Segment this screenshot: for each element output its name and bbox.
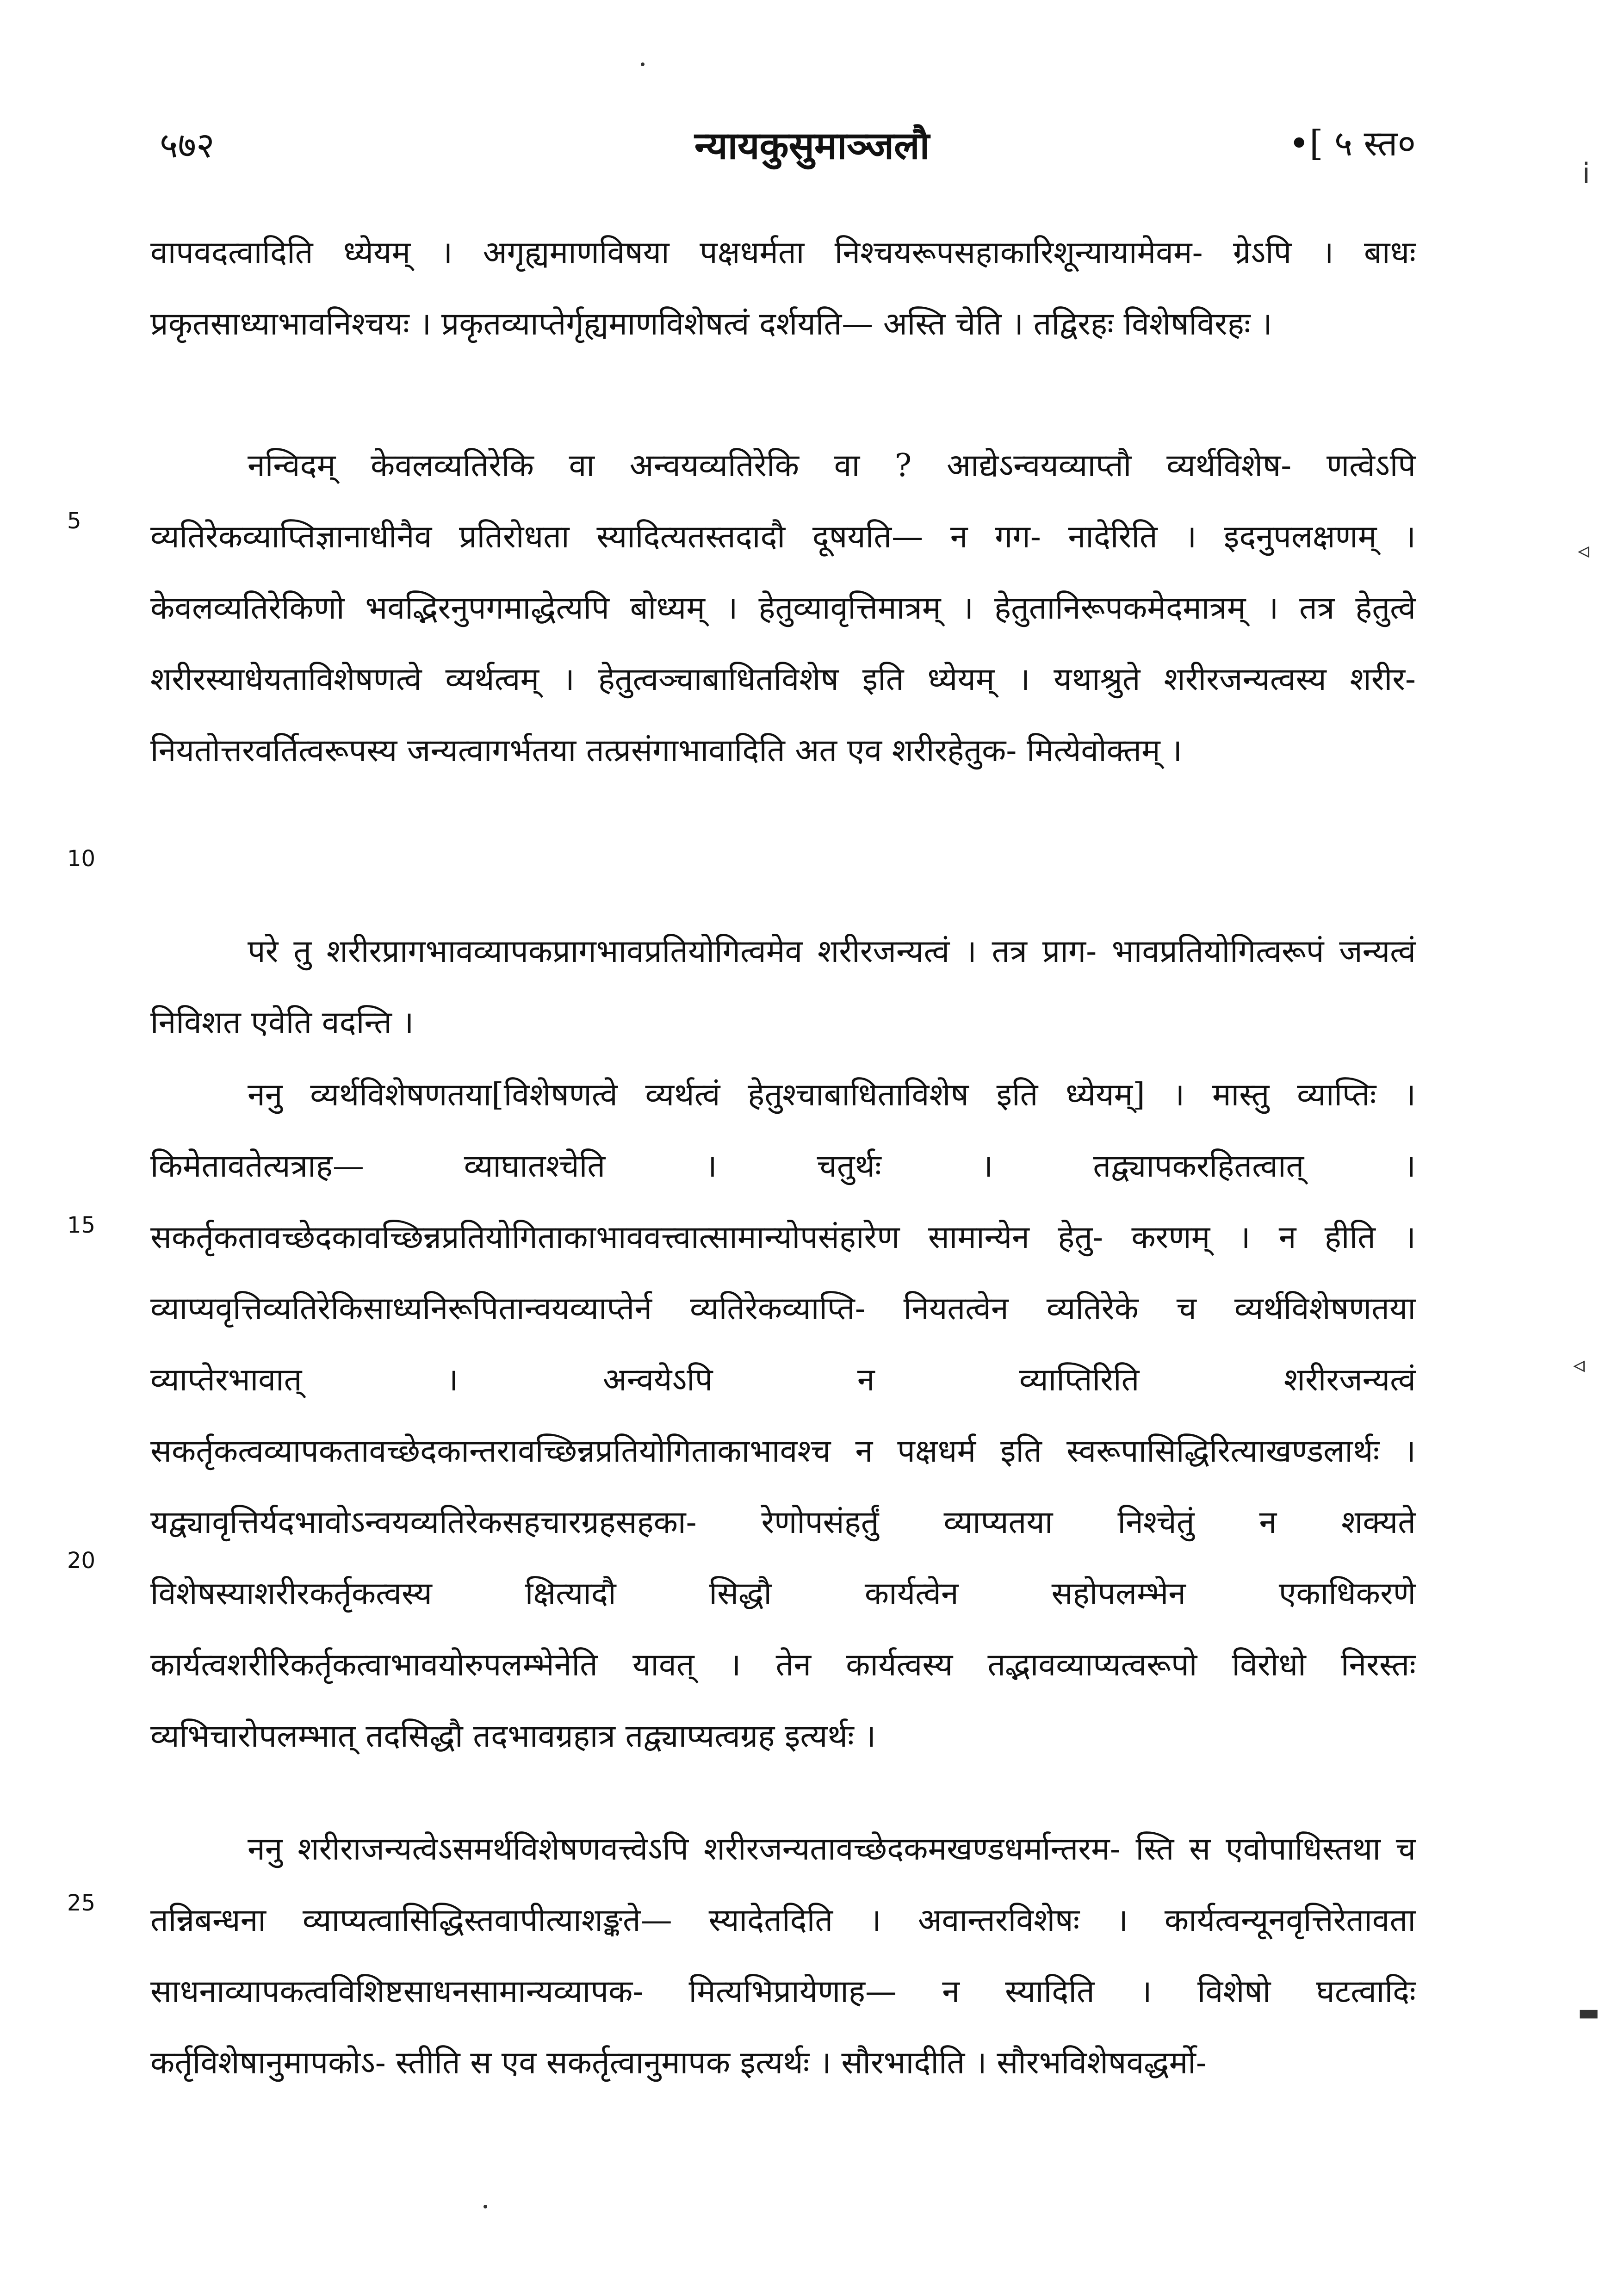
page-number: ५७२ [160,124,215,166]
section-marker: •[ ५ स्त० [1289,123,1416,164]
margin-tick-mark: ⅰ [1582,157,1590,190]
paragraph: नन्विदम् केवलव्यतिरेकि वा अन्वयव्यतिरेकि वा ? आद्येऽन्वयव्याप्तौ व्यर्थविशेष- णत्वेऽपि व्यतिरेकव्याप्तिज्ञानाधीनैव प्रतिरोधता स्यादित्यतस्तदादौ दूषयति— न गग- नादेरिति । इदनुपलक्षणम् । केवलव्यतिरेकिणो भवद्भिरनुपगमाद्धेत्यपि बोध्यम् । हेतुव्यावृत्तिमात्रम् । हेतुतानिरूपकमेदमात्रम् । तत्र हेतुत्वे शरीरस्याधेयताविशेषणत्वे व्यर्थत्वम् । हेतुत्वञ्चाबाधितविशेष इति ध्येयम् । यथाश्रुते शरीरजन्यत्वस्य शरीर- नियतोत्तरवर्तित्वरूपस्य जन्यत्वागर्भतया तत्प्रसंगाभावादिति अत एव शरीरहेतुक- मित्येवोक्तम् । [150,447,1416,769]
page-title: न्यायकुसुमाञ्जलौ [694,124,930,168]
line-number: 10 [67,846,96,872]
paragraph: ननु व्यर्थविशेषणतया[विशेषणत्वे व्यर्थत्वं हेतुश्चाबाधिताविशेष इति ध्येयम्] । मास्तु व्याप्तिः । किमेतावतेत्यत्राह— व्याघातश्चेति । चतुर्थः । तद्व्यापकरहितत्वात् । सकर्तृकतावच्छेदकावच्छिन्नप्रतियोगिताकाभाववत्त्वात्सामान्योपसंहारेण सामान्येन हेतु- करणम् । न हीति । व्याप्यवृत्तिव्यतिरेकिसाध्यनिरूपितान्वयव्याप्तेर्न व्यतिरेकव्याप्ति- नियतत्वेन व्यतिरेके च व्यर्थविशेषणतया व्याप्तेरभावात् । अन्वयेऽपि न व्याप्तिरिति शरीरजन्यत्वं सकर्तृकत्वव्यापकतावच्छेदकान्तरावच्छिन्नप्रतियोगिताकाभावश्च न पक्षधर्म इति स्वरूपासिद्धिरित्याखण्डलार्थः । यद्व्यावृत्तिर्यदभावोऽन्वयव्यतिरेकसहचारग्रहसहका- रेणोपसंहर्तुं व्याप्यतया निश्चेतुं न शक्यते विशेषस्याशरीरकर्तृकत्वस्य क्षित्यादौ सिद्धौ कार्यत्वेन सहोपलम्भेन एकाधिकरणे कार्यत्वशरीरिकर्तृकत्वाभावयोरुपलम्भेनेति यावत् । तेन कार्यत्वस्य तद्भावव्याप्यत्वरूपो विरोधो निरस्तः व्यभिचारोपलम्भात् तदसिद्धौ तदभावग्रहात्र तद्व्याप्यत्वग्रह इत्यर्थः । [150,1077,1416,1755]
paragraph: वापवदत्वादिति ध्येयम् । अगृह्यमाणविषया पक्षधर्मता निश्चयरूपसहाकारिशून्यायामेवम- ग्रेऽपि । बाधः प्रकृतसाध्याभावनिश्चयः । प्रकृतव्याप्तेर्गृह्यमाणविशेषत्वं दर्शयति— अस्ति चेति । तद्विरहः विशेषविरहः । [150,235,1416,342]
paragraph: ननु शरीराजन्यत्वेऽसमर्थविशेषणवत्त्वेऽपि शरीरजन्यतावच्छेदकमखण्डधर्मान्तरम- स्ति स एवोपाधिस्तथा च तन्निबन्धना व्याप्यत्वासिद्धिस्तवापीत्याशङ्कते— स्यादेतदिति । अवान्तरविशेषः । कार्यत्वन्यूनवृत्तिरेतावता साधनाव्यापकत्वविशिष्टसाधनसामान्यव्यापक- मित्यभिप्रायेणाह— न स्यादिति । विशेषो घटत्वादिः कर्तृविशेषानुमापकोऽ- स्तीति स एव सकर्तृत्वानुमापक इत्यर्थः । सौरभादीति । सौरभविशेषवद्धर्मो- [150,1831,1416,2081]
paragraph: परे तु शरीरप्रागभावव्यापकप्रागभावप्रतियोगित्वमेव शरीरजन्यत्वं । तत्र प्राग- भावप्रतियोगित्वरूपं जन्यत्वं निविशत एवेति वदन्ति । [150,933,1416,1041]
line-number: 25 [67,1890,96,1916]
line-number: 15 [67,1212,96,1238]
scan-speck [483,2205,487,2208]
running-header [0,116,1624,176]
line-number: 20 [67,1548,96,1574]
line-number: 5 [67,508,81,534]
scan-speck [641,62,645,66]
margin-dash-mark: ▬ [1578,1999,1600,2026]
margin-arrow-mark: ◃ [1578,537,1590,564]
margin-arrow-mark: ◃ [1573,1351,1585,1378]
